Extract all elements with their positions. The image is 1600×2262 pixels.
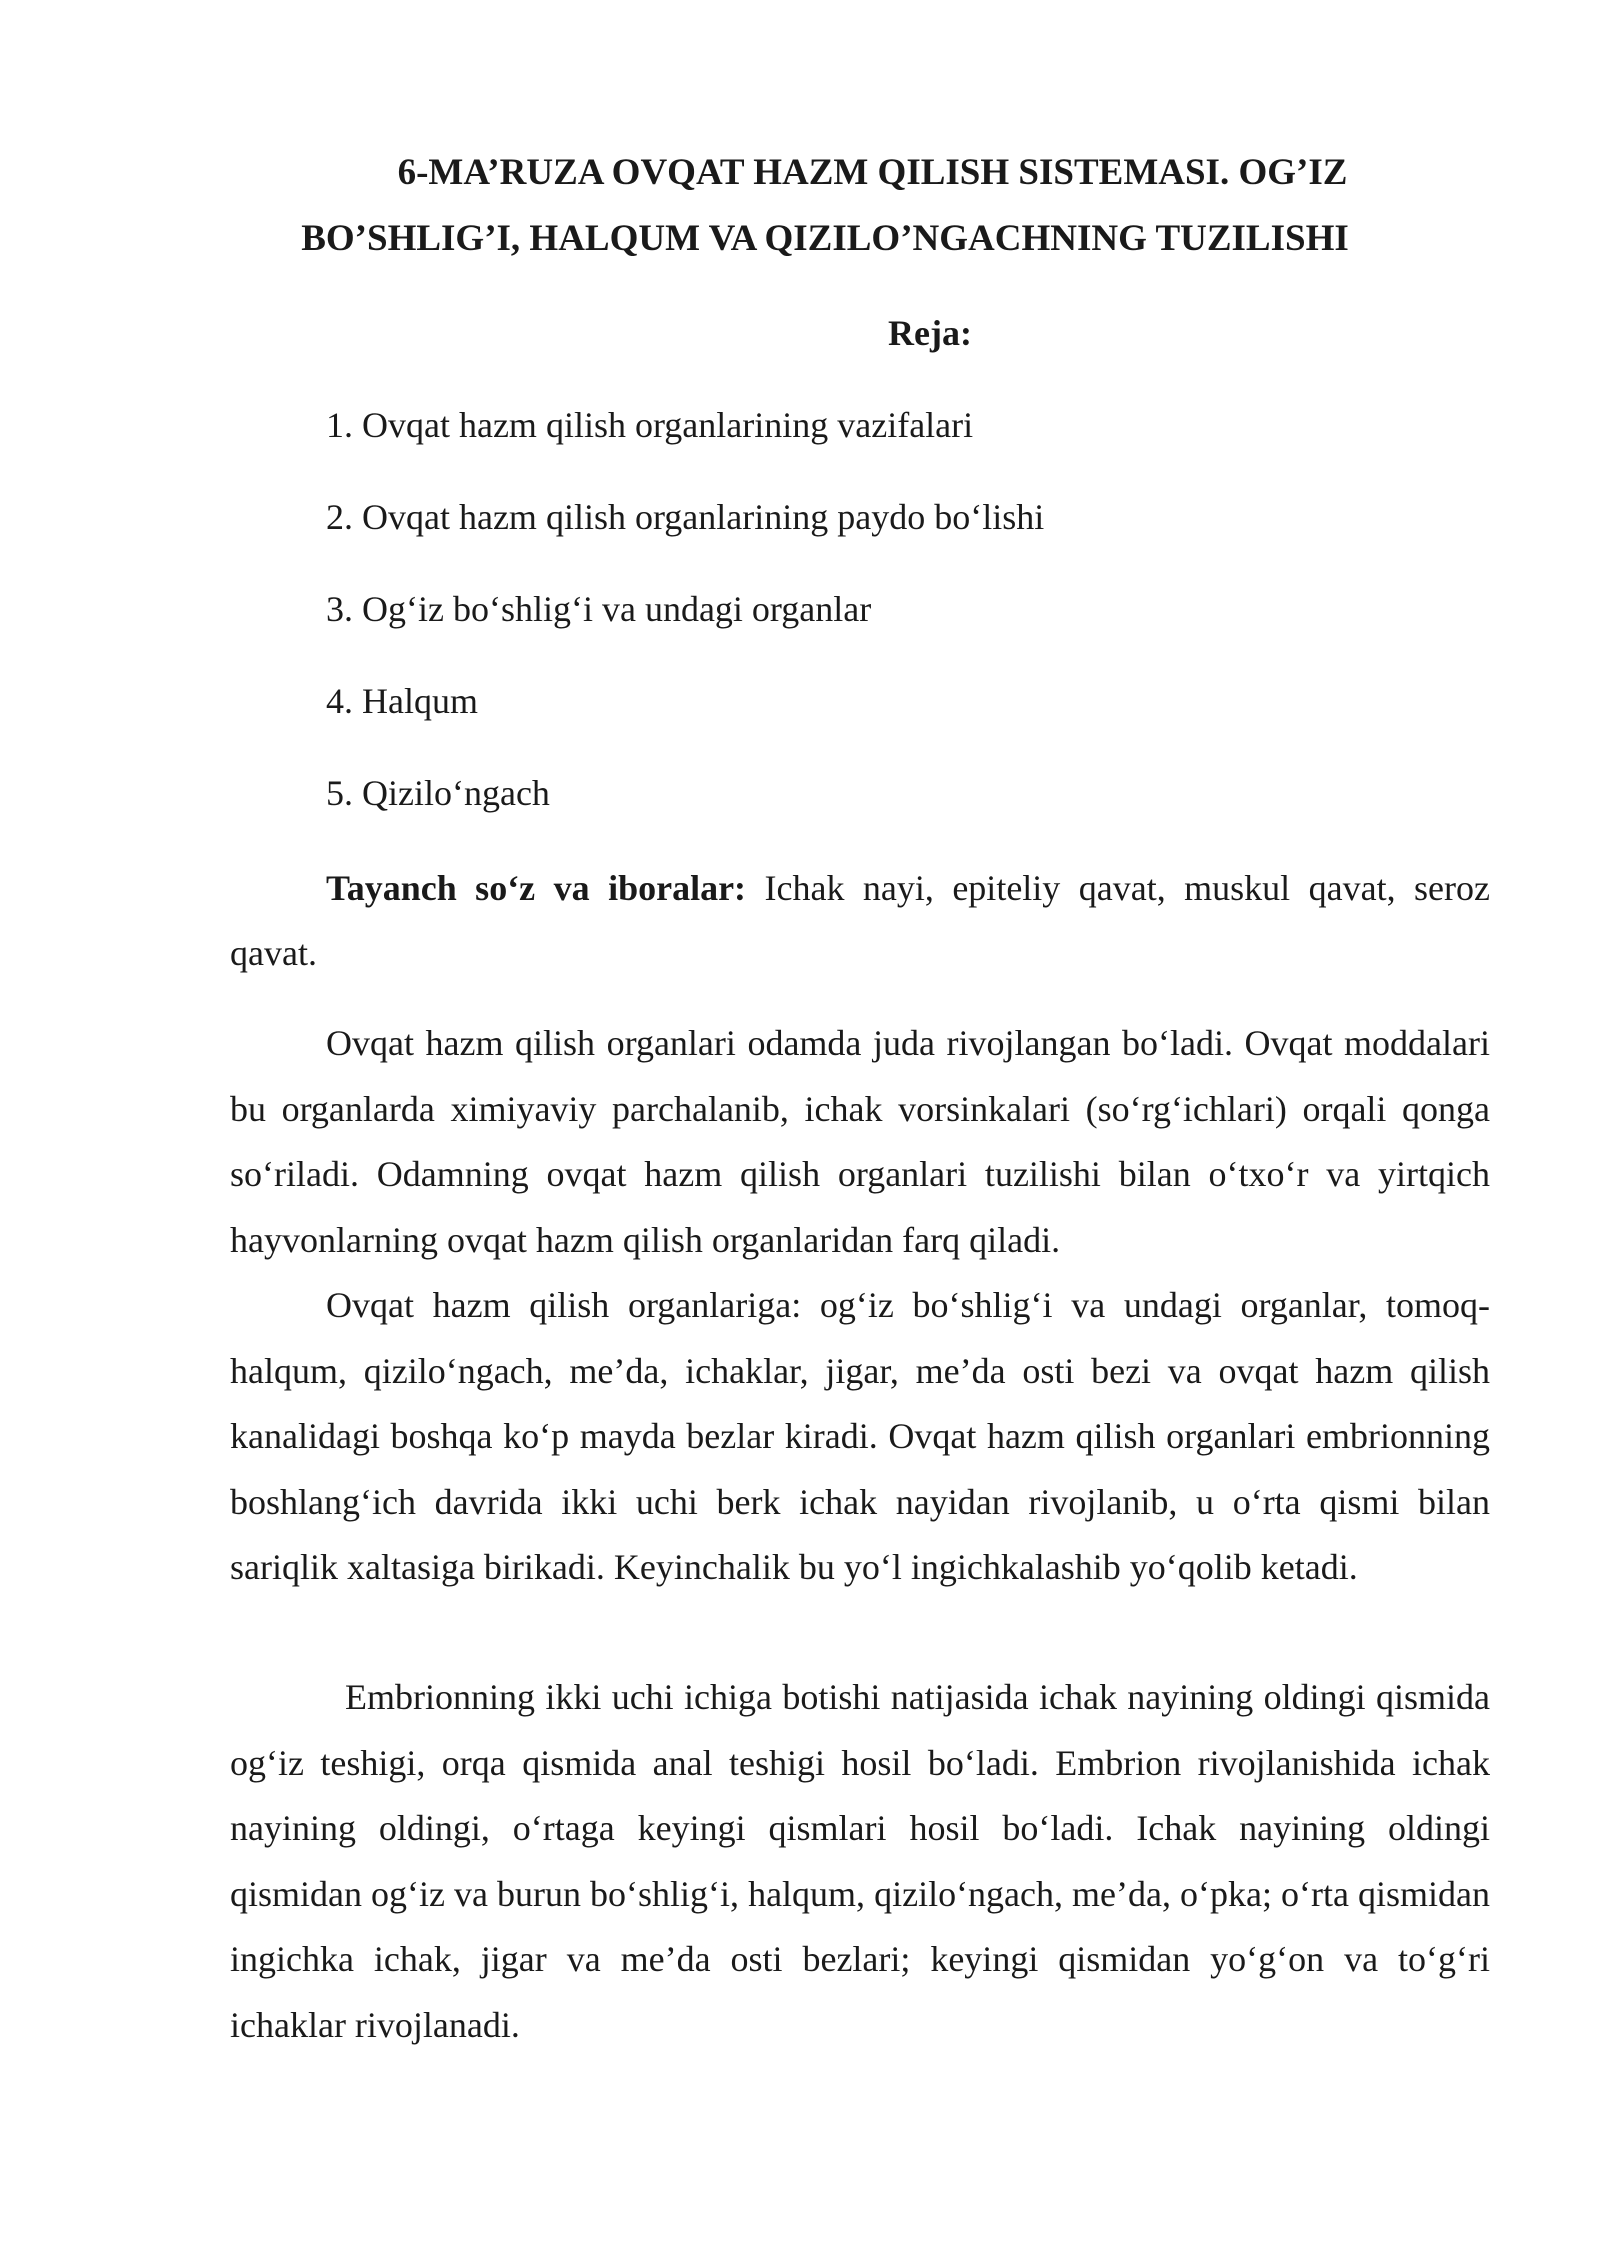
body-paragraph: Ovqat hazm qilish organlariga: og‘iz bo‘shlig‘i va undagi organlar, tomoq-halqum, qizilo‘ngach, me’da, ichaklar, jigar, me’da osti bezi va ovqat hazm qilish kanalidagi boshqa ko‘p mayda bezlar kiradi. Ovqat hazm qilish organlari embrionning boshlang‘ich davrida ikki uchi berk ichak nayidan rivojlanib, u o‘rta qismi bilan sariqlik xaltasiga birikadi. Keyinchalik bu yo‘l ingichkalashib yo‘qolib ketadi. [230,1285,1490,1587]
body-paragraph: Embrionning ikki uchi ichiga botishi natijasida ichak nayining oldingi qismida og‘iz teshigi, orqa qismida anal teshigi hosil bo‘ladi. Embrion rivojlanishida ichak nayining oldingi, o‘rtaga keyingi qismlari hosil bo‘ladi. Ichak nayining oldingi qismidan og‘iz va burun bo‘shlig‘i, halqum, qizilo‘ngach, me’da, o‘pka; o‘rta qismidan ingichka ichak, jigar va me’da osti bezlari; keyingi qismidan yo‘g‘on va to‘g‘ri ichaklar rivojlanadi. [230,1677,1490,2045]
lecture-title [230,140,1490,272]
plan-item: 2. Ovqat hazm qilish organlarining paydo bo‘lishi [326,497,1045,537]
plan-heading: Reja: [888,313,972,353]
plan-list [326,395,1044,855]
title-line-2: BO’SHLIG’I, HALQUM VA QIZILO’NGACHNING TUZILISHI [301,218,1349,259]
body-paragraph: Ovqat hazm qilish organlari odamda juda rivojlangan bo‘ladi. Ovqat moddalari bu organlarda ximiyaviy parchalanib, ichak vorsinkalari (so‘rg‘ichlari) orqali qonga so‘riladi. Odamning ovqat hazm qilish organlari tuzilishi bilan o‘txo‘r va yirtqich hayvonlarning ovqat hazm qilish organlaridan farq qiladi. [230,1023,1490,1260]
plan-item: 5. Qizilo‘ngach [326,773,550,813]
plan-item: 3. Og‘iz bo‘shlig‘i va undagi organlar [326,589,872,629]
plan-item: 1. Ovqat hazm qilish organlarining vazifalari [326,405,974,445]
plan-item: 4. Halqum [326,681,478,721]
keywords-paragraph [230,856,1490,986]
keywords-text: Ichak nayi, epiteliy qavat, muskul qavat, seroz qavat. [230,868,1490,973]
title-line-1: 6-MA’RUZA OVQAT HAZM QILISH SISTEMASI. OG’IZ [397,152,1348,193]
keywords-label: Tayanch so‘z va iboralar: [326,868,747,908]
